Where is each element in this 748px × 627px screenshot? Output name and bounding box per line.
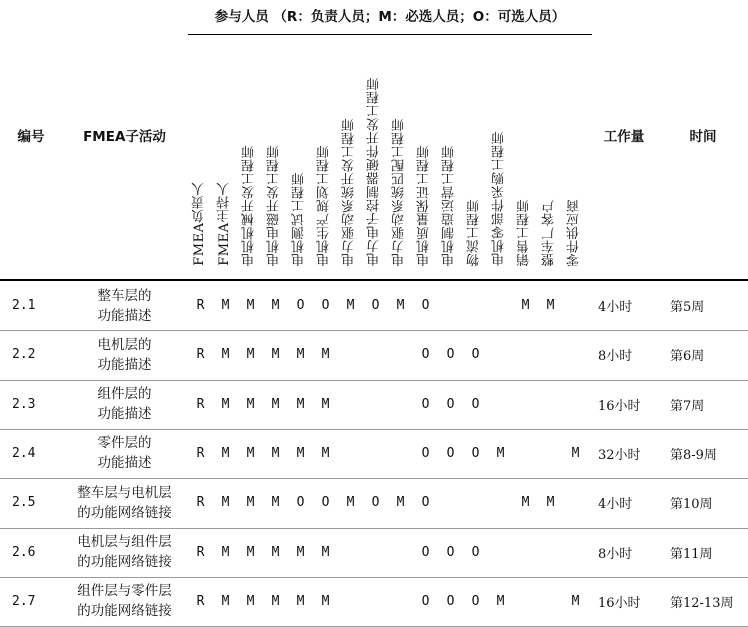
participation-mark: O xyxy=(421,347,430,363)
participation-mark: R xyxy=(196,347,205,363)
role-header xyxy=(538,30,563,266)
participation-mark: M xyxy=(296,347,305,363)
participation-mark: O xyxy=(446,544,455,560)
role-header-label: 零件供应商 xyxy=(567,198,582,266)
participation-mark: O xyxy=(421,593,430,609)
participation-mark: M xyxy=(221,593,230,609)
row-activity-line: 电机层与组件层 xyxy=(77,534,172,550)
participation-mark: M xyxy=(321,544,330,560)
participation-mark: O xyxy=(471,445,480,461)
participation-mark: M xyxy=(246,298,255,313)
row-activity-line: 的功能网络链接 xyxy=(77,554,172,570)
participation-mark: M xyxy=(546,298,555,313)
participation-mark: M xyxy=(396,495,405,511)
participation-mark: M xyxy=(246,593,255,609)
row-time: 第5周 xyxy=(670,300,705,315)
row-workload: 16小时 xyxy=(598,398,641,414)
row-activity-line: 功能描述 xyxy=(97,455,152,472)
participation-mark: O xyxy=(321,495,330,511)
row-activity xyxy=(62,281,187,330)
row-time: 第10周 xyxy=(670,497,713,513)
table-row xyxy=(0,577,748,626)
row-number: 2.6 xyxy=(12,544,36,560)
participation-mark: M xyxy=(296,396,305,412)
participation-mark: O xyxy=(446,347,455,363)
participation-mark: O xyxy=(446,396,455,412)
participation-mark: M xyxy=(521,495,530,511)
row-activity-line: 整车层的 xyxy=(97,287,152,304)
participation-mark: R xyxy=(196,544,205,560)
role-header xyxy=(388,30,413,266)
header-workload: 工作量 xyxy=(603,129,645,145)
participation-mark: M xyxy=(271,298,280,313)
participation-mark: O xyxy=(421,544,430,560)
participation-mark: O xyxy=(471,593,480,609)
row-activity-line: 功能描述 xyxy=(97,307,152,324)
row-workload: 4小时 xyxy=(598,497,633,513)
participation-mark: M xyxy=(246,495,255,511)
role-header-label: 物流工程师 xyxy=(467,198,482,266)
participation-mark: M xyxy=(221,396,230,412)
row-workload: 32小时 xyxy=(598,447,641,463)
table-row xyxy=(0,528,748,577)
participation-mark: M xyxy=(321,445,330,461)
role-header-label: 电机机械开发工程师 xyxy=(242,144,257,266)
header-activity: FMEA子活动 xyxy=(83,129,166,145)
participation-mark: M xyxy=(296,445,305,461)
row-number: 2.1 xyxy=(12,298,36,313)
participation-mark: M xyxy=(221,495,230,511)
role-header xyxy=(363,30,388,266)
role-header xyxy=(513,30,538,266)
row-workload: 8小时 xyxy=(598,546,633,562)
row-activity-line: 零件层的 xyxy=(97,435,152,452)
row-activity xyxy=(62,528,187,577)
role-header xyxy=(563,30,588,266)
participation-mark: M xyxy=(571,593,580,609)
row-number: 2.2 xyxy=(12,347,36,363)
participation-mark: M xyxy=(246,396,255,412)
participation-mark: R xyxy=(196,495,205,511)
row-workload: 8小时 xyxy=(598,349,633,365)
participation-mark: O xyxy=(321,298,330,313)
row-time: 第8-9周 xyxy=(670,447,717,463)
participation-mark: O xyxy=(471,396,480,412)
table-row xyxy=(0,429,748,478)
participation-mark: O xyxy=(371,495,380,511)
role-header-label: 销售工程师 xyxy=(517,198,532,266)
role-header xyxy=(488,30,513,266)
row-activity-line: 功能描述 xyxy=(97,406,152,423)
participation-mark: M xyxy=(246,544,255,560)
row-workload: 16小时 xyxy=(598,595,641,611)
participation-mark: O xyxy=(421,298,430,313)
role-header-label: 电力驱动系统匹配工程师 xyxy=(392,117,407,266)
participation-mark: M xyxy=(546,495,555,511)
participation-mark: M xyxy=(321,396,330,412)
row-time: 第6周 xyxy=(670,349,705,365)
table-row xyxy=(0,330,748,379)
role-header xyxy=(313,30,338,266)
participation-mark: M xyxy=(221,298,230,313)
participation-mark: M xyxy=(221,347,230,363)
row-activity-line: 的功能网络链接 xyxy=(77,504,172,521)
role-header xyxy=(213,30,238,266)
row-time: 第7周 xyxy=(670,398,705,414)
participation-mark: M xyxy=(321,347,330,363)
participation-mark: R xyxy=(196,593,205,609)
table-row xyxy=(0,478,748,527)
participation-mark: O xyxy=(296,495,305,511)
participation-mark: M xyxy=(521,298,530,313)
role-header xyxy=(188,30,213,266)
row-activity-line: 电机层的 xyxy=(97,336,152,353)
participation-mark: O xyxy=(446,593,455,609)
row-activity-line: 组件层与零件层 xyxy=(77,583,172,600)
participation-mark: M xyxy=(246,347,255,363)
role-header xyxy=(463,30,488,266)
participation-mark: M xyxy=(571,445,580,461)
participation-mark: M xyxy=(271,495,280,511)
role-header xyxy=(263,30,288,266)
participation-mark: O xyxy=(471,544,480,560)
participation-mark: M xyxy=(296,593,305,609)
participation-mark: O xyxy=(421,396,430,412)
participation-mark: O xyxy=(371,298,380,313)
role-header-label: 整车厂客户 xyxy=(542,198,557,266)
participation-mark: M xyxy=(246,445,255,461)
role-header-label: 电机电磁开发工程师 xyxy=(267,144,282,266)
row-activity xyxy=(62,577,187,626)
participation-mark: M xyxy=(346,298,355,313)
row-activity xyxy=(62,478,187,527)
role-header xyxy=(413,30,438,266)
participation-mark: O xyxy=(421,495,430,511)
participation-mark: R xyxy=(196,445,205,461)
participation-mark: O xyxy=(296,298,305,313)
role-header-label: 电机测试工程师 xyxy=(292,171,307,266)
row-activity-line: 的功能网络链接 xyxy=(77,603,172,620)
participation-mark: M xyxy=(221,445,230,461)
role-header-label: FMEA主持人 xyxy=(217,182,232,266)
participation-mark: M xyxy=(496,593,505,609)
participation-mark: R xyxy=(196,396,205,412)
row-activity-line: 功能描述 xyxy=(97,356,152,373)
table-row xyxy=(0,380,748,429)
role-header-label: 电力驱动系统开发工程师 xyxy=(342,117,357,266)
role-header-label: 电机质量保证工程师 xyxy=(417,144,432,266)
row-activity xyxy=(62,429,187,478)
participation-mark: O xyxy=(471,347,480,363)
row-number: 2.7 xyxy=(12,593,36,609)
role-header-label: 电机生产规划工程师 xyxy=(317,144,332,266)
role-header-label: 电机制造运营工程师 xyxy=(442,144,457,266)
row-activity xyxy=(62,380,187,429)
row-activity-line: 整车层与电机层 xyxy=(77,484,172,501)
row-number: 2.4 xyxy=(12,445,36,461)
row-time: 第12-13周 xyxy=(670,595,734,611)
header-time: 时间 xyxy=(689,129,717,145)
role-header-label: FMEA负责人 xyxy=(192,182,207,266)
role-header-label: 电机零部件采购工程师 xyxy=(492,131,507,266)
participation-mark: M xyxy=(271,593,280,609)
participation-mark: O xyxy=(446,445,455,461)
participation-mark: M xyxy=(321,593,330,609)
participation-mark: R xyxy=(196,298,205,313)
role-header xyxy=(338,30,363,266)
participation-mark: M xyxy=(271,544,280,560)
role-header-label: 电力电子控制器硬件开发工程师 xyxy=(367,77,382,266)
row-number: 2.3 xyxy=(12,396,36,412)
role-header xyxy=(238,30,263,266)
row-number: 2.5 xyxy=(12,495,36,511)
participation-mark: M xyxy=(271,347,280,363)
row-workload: 4小时 xyxy=(598,300,633,315)
participation-mark: M xyxy=(496,445,505,461)
participation-mark: M xyxy=(396,298,405,313)
row-time: 第11周 xyxy=(670,546,713,562)
role-header xyxy=(288,30,313,266)
participation-mark: M xyxy=(346,495,355,511)
row-activity xyxy=(62,330,187,379)
role-header xyxy=(438,30,463,266)
participants-title: 参与人员 （R：负责人员；M：必选人员；O：可选人员） xyxy=(214,9,566,25)
participation-mark: M xyxy=(271,445,280,461)
row-activity-line: 组件层的 xyxy=(97,386,152,403)
header-number: 编号 xyxy=(17,129,45,145)
table-row xyxy=(0,281,748,330)
participation-mark: M xyxy=(221,544,230,560)
participation-mark: M xyxy=(296,544,305,560)
participation-mark: M xyxy=(271,396,280,412)
participation-mark: O xyxy=(421,445,430,461)
